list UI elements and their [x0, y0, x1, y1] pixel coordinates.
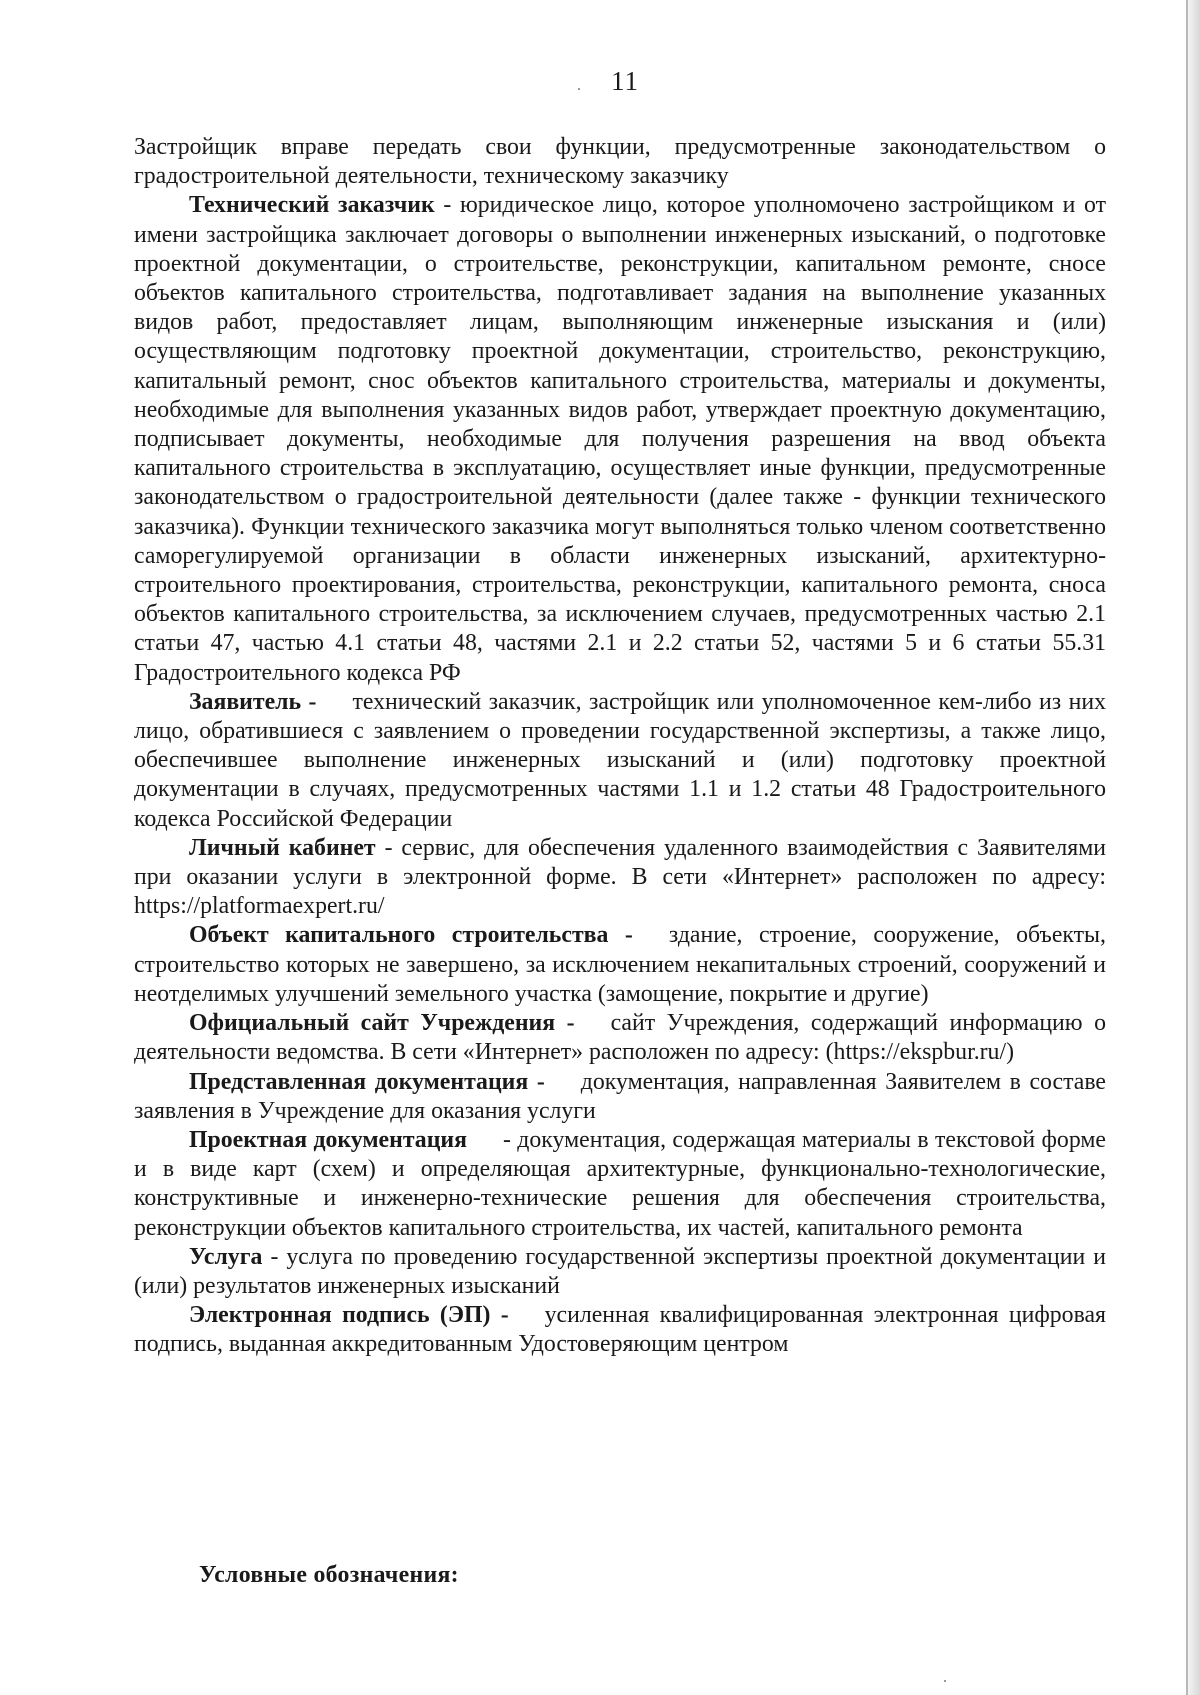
definition-capital-construction-object	[134, 921, 1106, 1009]
scan-border	[1188, 0, 1200, 1695]
term-label: Личный кабинет	[189, 834, 376, 861]
scan-speck	[578, 88, 580, 90]
term-label: Услуга	[189, 1243, 263, 1270]
term-definition: - сервис, для обеспечения удаленного взаимодействия с Заявителями при оказании услуги в электронной форме. В сети «Интернет» расположен по адресу: https://platformaexpert.ru/	[134, 834, 1106, 920]
term-label: Представленная документация -	[189, 1068, 545, 1095]
term-label: Электронная подпись (ЭП) -	[189, 1302, 509, 1329]
term-label: Заявитель -	[189, 688, 317, 715]
term-label: Проектная документация	[189, 1126, 467, 1153]
term-definition: - юридическое лицо, которое уполномочено застройщиком и от имени застройщика заключает договоры о выполнении инженерных изысканий, о подготовке проектной документации, о строительстве, реконструкции, капитальном ремонте, сносе объектов капитального строительства, подготавливает задания на выполнение указанных видов работ, предоставляет лицам, выполняющим инженерные изыскания и (или) осуществляющим подготовку проектной документации, строительство, реконструкцию, капитальный ремонт, снос объектов капитального строительства, материалы и документы, необходимые для выполнения указанных видов работ, утверждает проектную документацию, подписывает документы, необходимые для получения разрешения на ввод объекта капитального строительства в эксплуатацию, осуществляет иные функции, предусмотренные законодательством о градостроительной деятельности (далее также - функции технического заказчика). Функции технического заказчика могут выполняться только членом соответственно саморегулируемой организации в области инженерных изысканий, архитектурно-строительного проектирования, строительства, реконструкции, капитального ремонта, сноса объектов капитального строительства, за исключением случаев, предусмотренных частью 2.1 статьи 47, частью 4.1 статьи 48, частями 2.1 и 2.2 статьи 52, частями 5 и 6 статьи 55.31 Градостроительного кодекса РФ	[134, 192, 1107, 686]
intro-paragraph: Застройщик вправе передать свои функции, предусмотренные законодательством о градостроительной деятельности, техническому заказчику	[134, 134, 1106, 190]
definition-service	[134, 1243, 1106, 1301]
term-definition: технический заказчик, застройщик или уполномоченное кем-либо из них лицо, обратившиеся с заявлением о проведении государственной экспертизы, а также лицо, обеспечившее выполнение инженерных изысканий и (или) подготовку проектной документации в случаях, предусмотренных частями 1.1 и 1.2 статьи 48 Градостроительного кодекса Российской Федерации	[134, 688, 1106, 832]
term-definition: здание, строение, сооружение, объекты, строительство которых не завершено, за исключением некапитальных строений, сооружений и неотделимых улучшений земельного участка (замощение, покрытие и другие)	[134, 922, 1106, 1007]
definition-applicant	[134, 688, 1106, 834]
term-label: Объект капитального строительства -	[189, 922, 633, 949]
term-definition: усиленная квалифицированная электронная цифровая подпись, выданная аккредитованным Удостоверяющим центром	[134, 1302, 1106, 1358]
page-number: 11	[611, 66, 639, 96]
term-definition: - документация, содержащая материалы в текстовой форме и в виде карт (схем) и определяющая архитектурные, функционально-технологические, конструктивные и инженерно-технические решения для обеспечения строительства, реконструкции объектов капитального строительства, их частей, капитального ремонта	[134, 1126, 1106, 1241]
legend-heading: Условные обозначения:	[199, 1562, 459, 1588]
document-body	[134, 133, 1106, 1360]
definition-technical-customer	[134, 191, 1106, 687]
term-label: Технический заказчик	[189, 192, 435, 219]
definition-personal-account	[134, 834, 1106, 922]
definition-official-website	[134, 1009, 1106, 1067]
definition-submitted-documentation	[134, 1068, 1106, 1126]
term-definition: документация, направленная Заявителем в составе заявления в Учреждение для оказания услуги	[134, 1068, 1106, 1124]
definition-project-documentation	[134, 1126, 1106, 1243]
term-definition: - услуга по проведению государственной экспертизы проектной документации и (или) результатов инженерных изысканий	[134, 1243, 1106, 1299]
scan-speck	[944, 1680, 946, 1682]
term-definition: сайт Учреждения, содержащий информацию о деятельности ведомства. В сети «Интернет» расположен по адресу: (https://ekspbur.ru/)	[134, 1010, 1106, 1066]
term-label: Официальный сайт Учреждения -	[189, 1010, 575, 1037]
definition-electronic-signature	[134, 1301, 1106, 1359]
